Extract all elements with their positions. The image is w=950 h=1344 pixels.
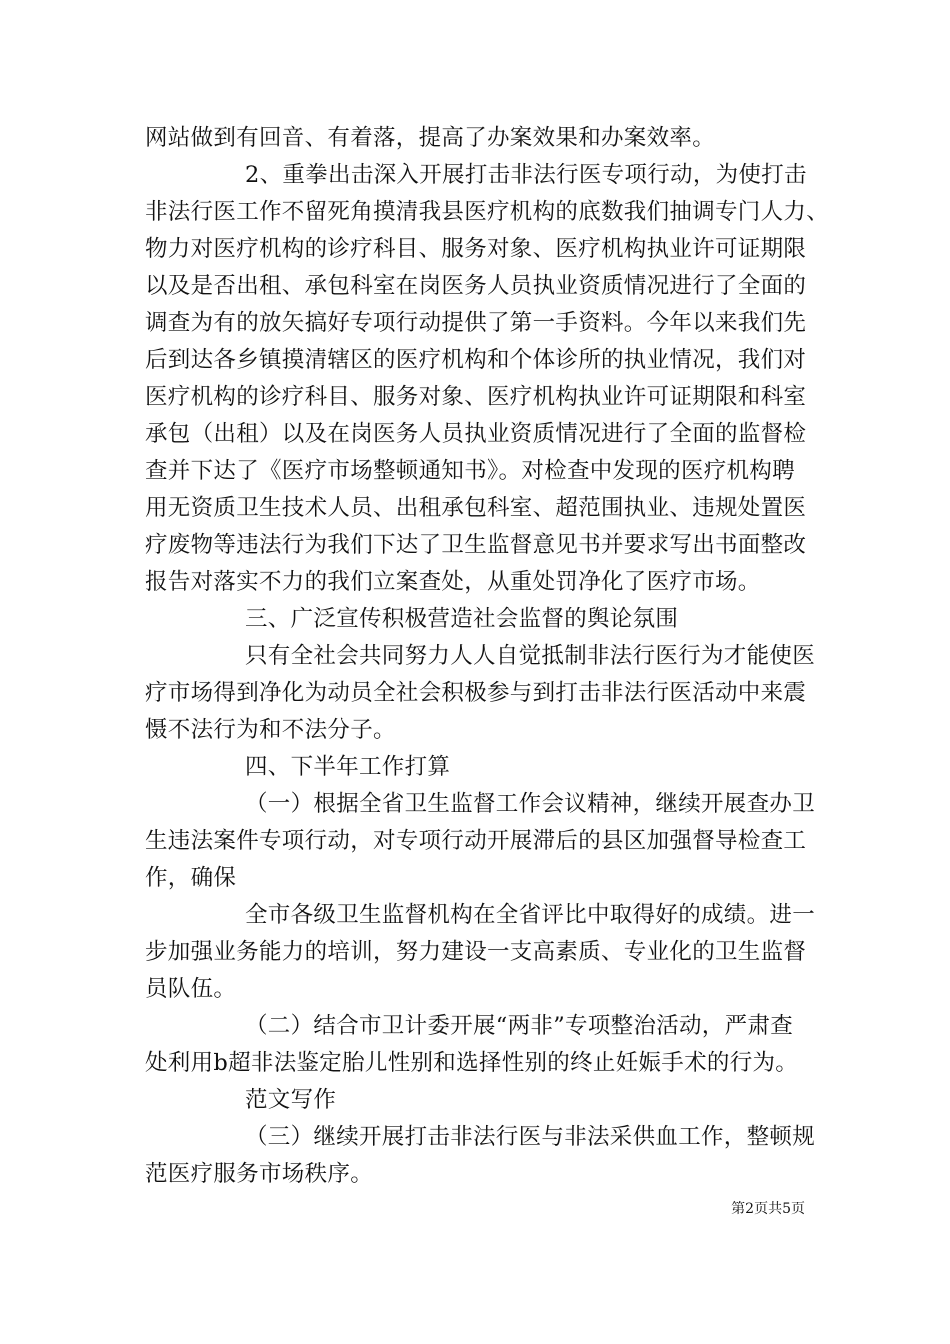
text-line: 2、重拳出击深入开展打击非法行医专项行动，为使打击 — [245, 162, 807, 188]
text-line: 全市各级卫生监督机构在全省评比中取得好的成绩。进一 — [245, 902, 816, 928]
text-line: 医疗机构的诊疗科目、服务对象、医疗机构执业许可证期限和科室 — [145, 384, 807, 410]
text-line: （一）根据全省卫生监督工作会议精神，继续开展查办卫 — [245, 791, 816, 817]
text-line: 处利用b超非法鉴定胎儿性别和选择性别的终止妊娠手术的行为。 — [145, 1050, 799, 1076]
text-line: 疗市场得到净化为动员全社会积极参与到打击非法行医活动中来震 — [145, 680, 807, 706]
text-line: 后到达各乡镇摸清辖区的医疗机构和个体诊所的执业情况，我们对 — [145, 347, 807, 373]
text-line: 员队伍。 — [145, 976, 237, 1002]
text-line: 非法行医工作不留死角摸清我县医疗机构的底数我们抽调专门人力、 — [145, 199, 830, 225]
text-line: 网站做到有回音、有着落，提高了办案效果和办案效率。 — [145, 125, 716, 151]
page-number: 第2页共5页 — [731, 1201, 805, 1217]
text-line: （三）继续开展打击非法行医与非法采供血工作，整顿规 — [245, 1124, 816, 1150]
text-line: （二）结合市卫计委开展“两非”专项整治活动，严肃查 — [245, 1013, 794, 1039]
text-line: 用无资质卫生技术人员、出租承包科室、超范围执业、违规处置医 — [145, 495, 807, 521]
text-line: 查并下达了《医疗市场整顿通知书》。对检查中发现的医疗机构聘 — [145, 458, 795, 484]
text-line: 只有全社会共同努力人人自觉抵制非法行医行为才能使医 — [245, 643, 816, 669]
text-line: 以及是否出租、承包科室在岗医务人员执业资质情况进行了全面的 — [145, 273, 807, 299]
text-line: 调查为有的放矢搞好专项行动提供了第一手资料。今年以来我们先 — [145, 310, 807, 336]
text-line: 疗废物等违法行为我们下达了卫生监督意见书并要求写出书面整改 — [145, 532, 807, 558]
text-line: 承包（出租）以及在岗医务人员执业资质情况进行了全面的监督检 — [145, 421, 807, 447]
text-line: 报告对落实不力的我们立案查处，从重处罚净化了医疗市场。 — [145, 569, 761, 595]
text-line: 范医疗服务市场秩序。 — [145, 1161, 374, 1187]
text-line: 步加强业务能力的培训，努力建设一支高素质、专业化的卫生监督 — [145, 939, 807, 965]
text-line: 生违法案件专项行动，对专项行动开展滞后的县区加强督导检查工 — [145, 828, 807, 854]
text-line: 范文写作 — [245, 1087, 337, 1113]
text-line: 物力对医疗机构的诊疗科目、服务对象、医疗机构执业许可证期限 — [145, 236, 807, 262]
text-line: 作，确保 — [145, 865, 237, 891]
section-heading: 四、下半年工作打算 — [245, 754, 451, 780]
text-line: 慑不法行为和不法分子。 — [145, 717, 396, 743]
section-heading: 三、广泛宣传积极营造社会监督的舆论氛围 — [245, 606, 679, 632]
